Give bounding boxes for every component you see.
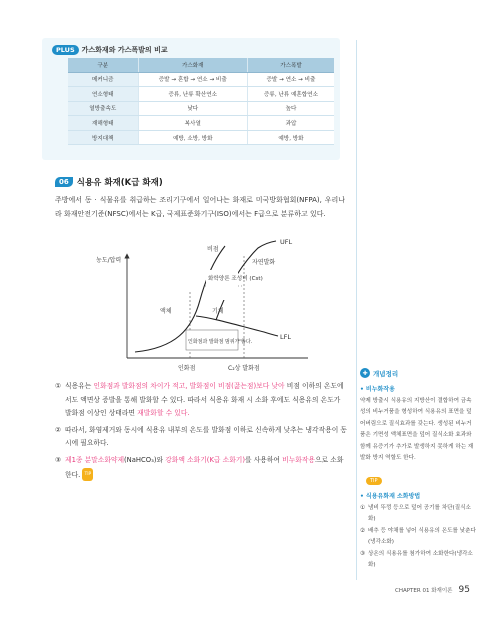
item-highlight: 인화점과 발화점의 차이가 적고, 발화점이 비점(끓는점)보다 낮아	[93, 382, 285, 390]
section-title: 식용유 화재(K급 화재)	[76, 178, 163, 188]
gas-label: 기체	[212, 308, 224, 315]
table-cell: 증류, 난류 예혼합연소	[248, 87, 335, 102]
table-header: 가스폭발	[248, 58, 335, 72]
page-footer	[395, 585, 470, 595]
table-cell: 과압	[248, 116, 335, 131]
plus-title: 가스화재와 가스폭발의 비교	[81, 46, 168, 54]
item-mark: ②	[55, 425, 62, 434]
tip-text: 냄비 뚜껑 등으로 덮어 공기를 차단(질식소화)	[368, 505, 471, 523]
item-highlight: 비누화작용	[282, 455, 315, 464]
boiling-label: 비점	[207, 246, 219, 253]
list-item	[360, 526, 478, 549]
tip-text: 상온의 식용유를 첨가하여 소화한다(냉각소화)	[368, 550, 473, 569]
item-text	[65, 380, 347, 421]
sidebar-divider	[356, 40, 357, 580]
table-cell: 열방출속도	[68, 101, 138, 116]
table-cell: 높다	[248, 101, 335, 116]
item-mark: ②	[360, 527, 366, 534]
ufl-label: UFL	[280, 238, 293, 246]
plus-icon: ✚	[360, 368, 370, 378]
table-cell: 재해형태	[68, 116, 138, 131]
table-cell: 예방, 방화	[248, 130, 335, 145]
sidebar-text: 약제 방출시 식용유의 지방산이 결합하여 금속성의 비누거품을 형성하여 식용유의 표면을 덮어버림으로 질식효과를 갖는다. 생성된 비누거품은 기면성 액체표면을 덮어 질식소화 효과와 함께 유증기가 추가로 발생하지 못하게 하는 재발화 방지 역할도 한다.	[360, 398, 474, 462]
list-item	[55, 380, 347, 421]
table-cell: 증발 → 혼합 → 연소 → 비출	[138, 72, 248, 87]
tip-list	[360, 503, 478, 571]
chapter-label: CHAPTER 01 화재이론	[395, 588, 453, 594]
sidebar-subtitle: • 비누화작용	[360, 386, 395, 393]
item-mark: ③	[360, 550, 366, 557]
item-list	[55, 380, 347, 485]
upper-region-label: 화학양론 조성비 (Cst)	[208, 276, 263, 282]
table-header: 구분	[68, 58, 138, 72]
note-label: 인화점과 발화점 범위가 좁다.	[188, 339, 253, 345]
item-text: 따라서, 화염제거와 동시에 식용유 내부의 온도를 발화점 이하로 신속하게 낮추는 냉각작용이 동시에 필요하다.	[65, 425, 347, 448]
liquid-label: 액체	[160, 308, 172, 315]
section-paragraph: 주방에서 동 · 식물유를 취급하는 조리기구에서 일어나는 화재로 미국방화협회(NFPA), 우리나라 화재안전기준(NFSC)에서는 K급, 국제표준화기구(ISO)에서는 F급으로 분류하고 있다.	[55, 196, 345, 218]
section-number: 06	[55, 177, 73, 187]
list-item	[360, 503, 478, 526]
item-mark: ①	[360, 505, 366, 511]
concept-title: 개념정리	[373, 369, 399, 378]
item-highlight: 재발화할 수 있다.	[137, 409, 190, 418]
list-item	[55, 454, 347, 482]
item-text-part: 를 사용하여	[244, 455, 283, 464]
item-highlight: 제1종 분말소화약제	[65, 455, 125, 464]
table-cell: 방지대책	[68, 130, 138, 145]
concept-heading	[360, 368, 398, 378]
table-cell: 증류, 난류 확산연소	[138, 87, 248, 102]
item-text-part: (NaHCO₃)와	[124, 455, 166, 464]
item-text-part: 식용유는	[65, 382, 94, 390]
spontaneous-label: 자연발화	[252, 259, 276, 266]
item-text	[65, 454, 347, 482]
sidebar-subtitle: • 식용유화재 소화방법	[360, 493, 421, 500]
table-cell: 연소형태	[68, 87, 138, 102]
tip-marker[interactable]: TIP	[82, 468, 93, 482]
table-cell: 복사열	[138, 116, 248, 131]
item-mark: ①	[55, 382, 62, 390]
table-cell: 증발 → 연소 → 비출	[248, 72, 335, 87]
item-text-part: 비점 이하의 온도에서도 액면상 증발을 통해 발화할 수 있다. 따라서 식용유 화재 시 소화 후에도 식용유의 온도가 발화점 이상인 상태라면	[65, 382, 344, 418]
ignition-point-label: C₂상 발화점	[228, 365, 260, 372]
table-cell: 메커니즘	[68, 72, 138, 87]
table-header: 가스화재	[138, 58, 248, 72]
item-highlight: 강화액 소화기(K급 소화기)	[165, 455, 245, 464]
lfl-label: LFL	[280, 333, 291, 341]
list-item	[55, 424, 347, 451]
plus-badge: PLUS	[52, 45, 79, 55]
page-number: 95	[458, 585, 470, 595]
tip-text: 배추 등 야채를 넣어 식용유의 온도를 낮춘다(냉각소화)	[368, 527, 476, 546]
table-cell: 낮다	[138, 101, 248, 116]
table-cell: 예방, 소방, 방화	[138, 130, 248, 145]
list-item	[360, 549, 478, 572]
tip-badge: TIP	[366, 477, 382, 485]
region-box	[206, 270, 238, 300]
item-mark: ③	[55, 455, 62, 464]
flash-point-label: 인화점	[178, 365, 196, 372]
y-axis-label: 농도/압력	[96, 257, 122, 264]
item-text-part: 으로 소화한다.	[65, 455, 344, 479]
